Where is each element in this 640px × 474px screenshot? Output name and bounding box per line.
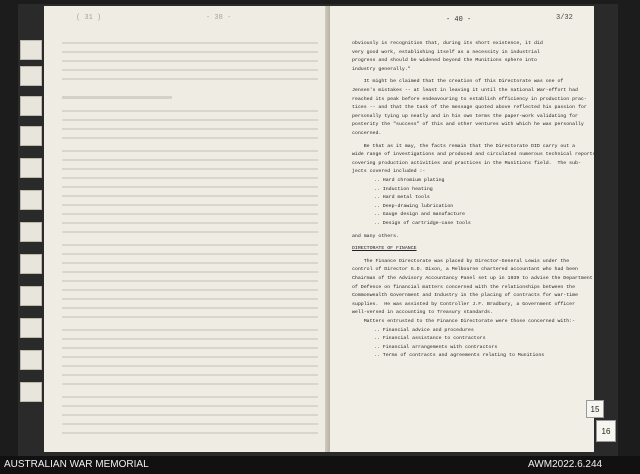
page-tab: [20, 254, 42, 274]
page-tab: [20, 96, 42, 116]
text-line: supplies. He was assisted by Controller J.F. Bradbury, a Government officer: [352, 301, 576, 307]
bullet-item: .. Design of cartridge-case tools: [374, 221, 471, 226]
numbered-slip: 15: [586, 400, 604, 418]
right-page-reference: 3/32: [556, 14, 573, 22]
text-line: Be that as it may, the facts remain that the Directorate DID carry out a: [352, 143, 576, 149]
bullet-item: .. Hard metal tools: [374, 195, 430, 201]
page-tab: [20, 158, 42, 178]
text-line: tices -- and that the task of the message quoted above reflected his passion for: [352, 105, 587, 111]
text-line: Chairman of the Advisory Accountancy Panel set up in 1939 to advise the Department: [352, 276, 593, 281]
text-line: reached its peak before endeavouring to establish efficiency in production prac-: [352, 96, 587, 102]
footer-accession-number: AWM2022.6.244: [528, 459, 603, 470]
text-line: personally tying up neatly and in his own terms the paper-work validating for: [352, 113, 578, 119]
text-line: and many others.: [352, 233, 399, 239]
bullet-item: .. Financial advice and procedures: [374, 327, 474, 333]
text-line: progress and should be widened beyond the Munitions sphere into: [352, 58, 537, 64]
text-line: wide range of investigations and produced and circulated numerous technical reports: [352, 152, 596, 158]
text-line: Commonwealth Government and Industry in the placing of contracts for war-time: [352, 293, 578, 299]
bullet-item: .. Induction heating: [374, 186, 433, 192]
numbered-slip: 16: [596, 420, 616, 442]
text-line: well-versed in accounting to Treasury standards.: [352, 310, 493, 316]
text-line: Jensen's mistakes -- at least in leaving it until the national War-effort had: [352, 88, 578, 93]
text-line: covering production activities and practices in the Munitions field. The sub-: [352, 160, 581, 166]
text-line: jects covered included :-: [352, 169, 426, 175]
text-line: industry generally.": [352, 66, 411, 72]
page-tab: [20, 318, 42, 338]
text-line: concerned.: [352, 131, 382, 136]
bullet-item: .. Deep-drawing lubrication: [374, 203, 454, 209]
page-tab-stack: [20, 40, 46, 410]
page-tab: [20, 286, 42, 306]
page-tab: [20, 66, 42, 86]
text-line: It might be claimed that the creation of this Directorate was one of: [352, 79, 564, 85]
page-tab: [20, 350, 42, 370]
right-page-number: - 40 -: [446, 16, 472, 24]
left-page: [44, 6, 330, 452]
page-tab: [20, 40, 42, 60]
bullet-item: .. Gauge design and manufacture: [374, 212, 465, 218]
text-line: Matters entrusted to the Finance Directorate were those concerned with:-: [352, 319, 576, 324]
bullet-item: .. Financial arrangements with contractors: [374, 344, 498, 350]
text-line: control of Director G.D. Dixon, a Melbourne chartered accountant who had been: [352, 267, 578, 273]
text-line: The Finance Directorate was placed by Director-General Lewis under the: [352, 258, 570, 264]
footer-bar: [0, 456, 640, 474]
footer-institution: AUSTRALIAN WAR MEMORIAL: [4, 459, 149, 470]
section-heading: DIRECTORATE OF FINANCE: [352, 246, 417, 252]
text-line: obviously is recognition that, during its short existence, it did: [352, 41, 543, 46]
page-tab: [20, 382, 42, 402]
text-line: posterity the "success" of this and other ventures with which he was personally: [352, 122, 584, 128]
left-page-number: - 38 -: [206, 14, 232, 22]
text-line: of Defence on financial matters concerned with the relationships between the: [352, 284, 576, 290]
left-page-header-ref: ( 31 ): [76, 14, 102, 22]
bullet-item: .. Financial assistance to contractors: [374, 336, 486, 342]
page-tab: [20, 222, 42, 242]
bullet-item: .. Hard chromium plating: [374, 178, 445, 183]
text-line: very good work, establishing itself as a necessity in industrial: [352, 49, 540, 55]
bullet-item: .. Terms of contracts and agreements relating to Munitions: [374, 353, 545, 359]
page-tab: [20, 126, 42, 146]
page-tab: [20, 190, 42, 210]
